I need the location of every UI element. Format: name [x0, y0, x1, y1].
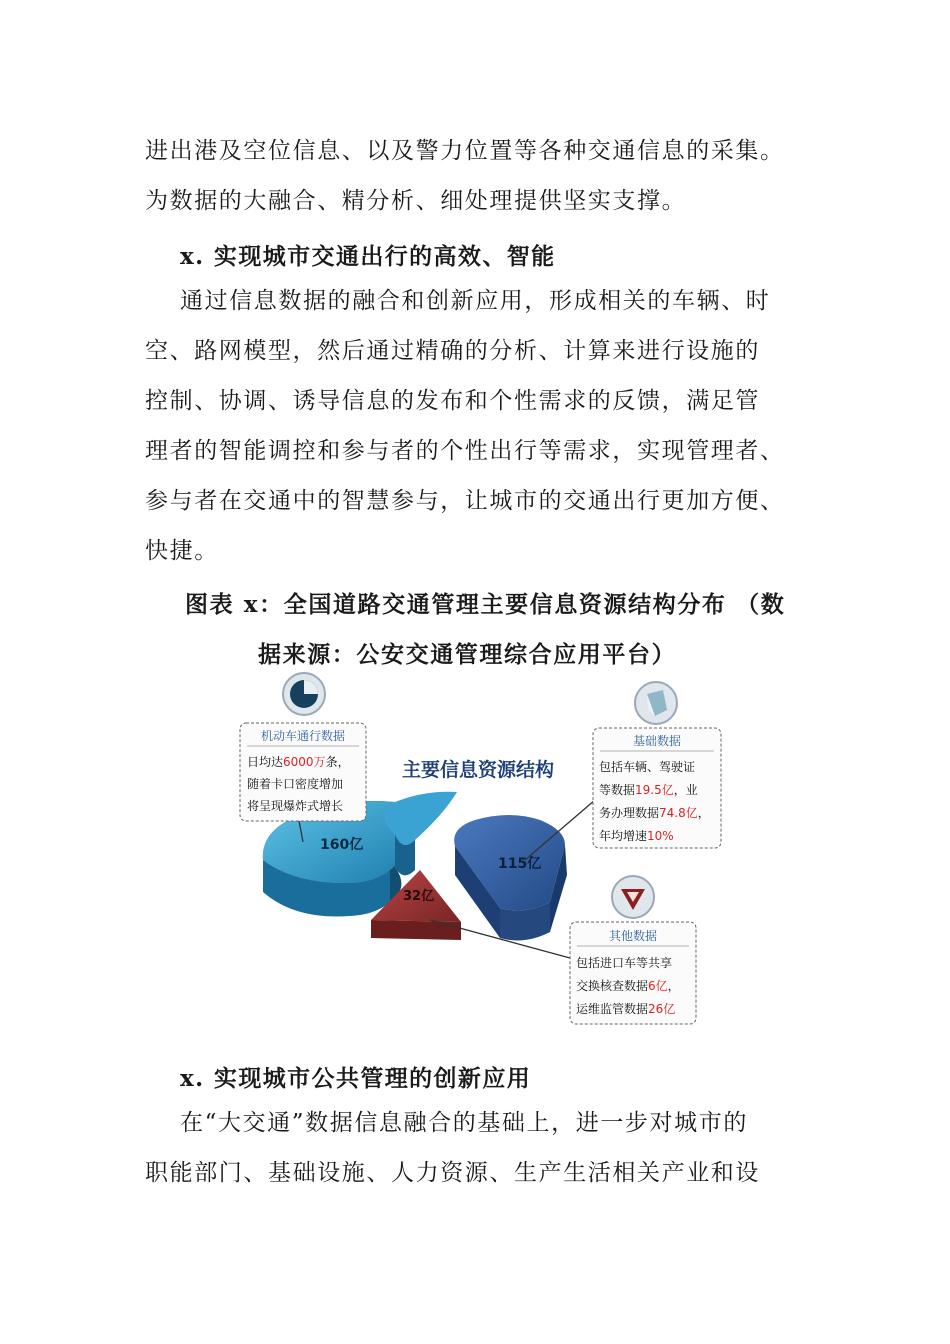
resource-structure-chart — [235, 670, 735, 1035]
callout-vehicle-traffic — [240, 723, 366, 821]
pie-value-label: 32亿 — [403, 889, 435, 904]
shield-icon — [635, 682, 677, 724]
paragraph-line: 理者的智能调控和参与者的个性出行等需求，实现管理者、 — [145, 438, 785, 464]
section-heading: x. 实现城市交通出行的高效、智能 — [180, 243, 556, 270]
paragraph-line: 通过信息数据的融合和创新应用，形成相关的车辆、时 — [180, 288, 771, 314]
figure-caption: 据来源：公安交通管理综合应用平台） — [258, 641, 677, 668]
callout-text: 日均达6000万条， — [247, 755, 350, 769]
figure-caption: 图表 x：全国道路交通管理主要信息资源结构分布 （数 — [185, 591, 786, 618]
callout-text: 年均增速10% — [599, 829, 674, 843]
callout-title: 机动车通行数据 — [260, 729, 346, 743]
callout-text: 运维监管数据26亿 — [576, 1002, 676, 1016]
paragraph-line: 为数据的大融合、精分析、细处理提供坚实支撑。 — [145, 188, 687, 214]
pie-slice-basic-data — [454, 815, 567, 940]
callout-text: 务办理数据74.8亿， — [599, 806, 710, 820]
callout-basic-data — [593, 728, 721, 848]
callout-text: 包括车辆、驾驶证 — [599, 760, 696, 774]
paragraph-line: 进出港及空位信息、以及警力位置等各种交通信息的采集。 — [145, 138, 785, 164]
pie-value-label: 160亿 — [320, 837, 364, 853]
paragraph-line: 职能部门、基础设施、人力资源、生产生活相关产业和设 — [145, 1160, 760, 1186]
callout-text: 随着卡口密度增加 — [247, 777, 344, 791]
funnel-icon — [612, 876, 654, 918]
callout-title: 基础数据 — [632, 734, 682, 748]
chart-title: 主要信息资源结构 — [401, 759, 555, 781]
callout-text: 将呈现爆炸式增长 — [247, 799, 344, 813]
paragraph-line: 快捷。 — [145, 538, 219, 564]
pie-value-label: 115亿 — [498, 856, 542, 872]
callout-other-data — [570, 922, 696, 1024]
callout-title: 其他数据 — [608, 929, 658, 943]
callout-text: 包括进口车等共享 — [576, 956, 673, 970]
clock-icon — [283, 673, 325, 715]
callout-text: 交换核查数据6亿， — [576, 979, 680, 993]
section-heading: x. 实现城市公共管理的创新应用 — [180, 1065, 532, 1092]
paragraph-line: 空、路网模型，然后通过精确的分析、计算来进行设施的 — [145, 338, 760, 364]
paragraph-line: 参与者在交通中的智慧参与，让城市的交通出行更加方便、 — [145, 488, 785, 514]
paragraph-line: 在“大交通”数据信息融合的基础上，进一步对城市的 — [180, 1110, 748, 1136]
callout-text: 等数据19.5亿，业 — [599, 783, 698, 797]
paragraph-line: 控制、协调、诱导信息的发布和个性需求的反馈，满足管 — [145, 388, 760, 414]
